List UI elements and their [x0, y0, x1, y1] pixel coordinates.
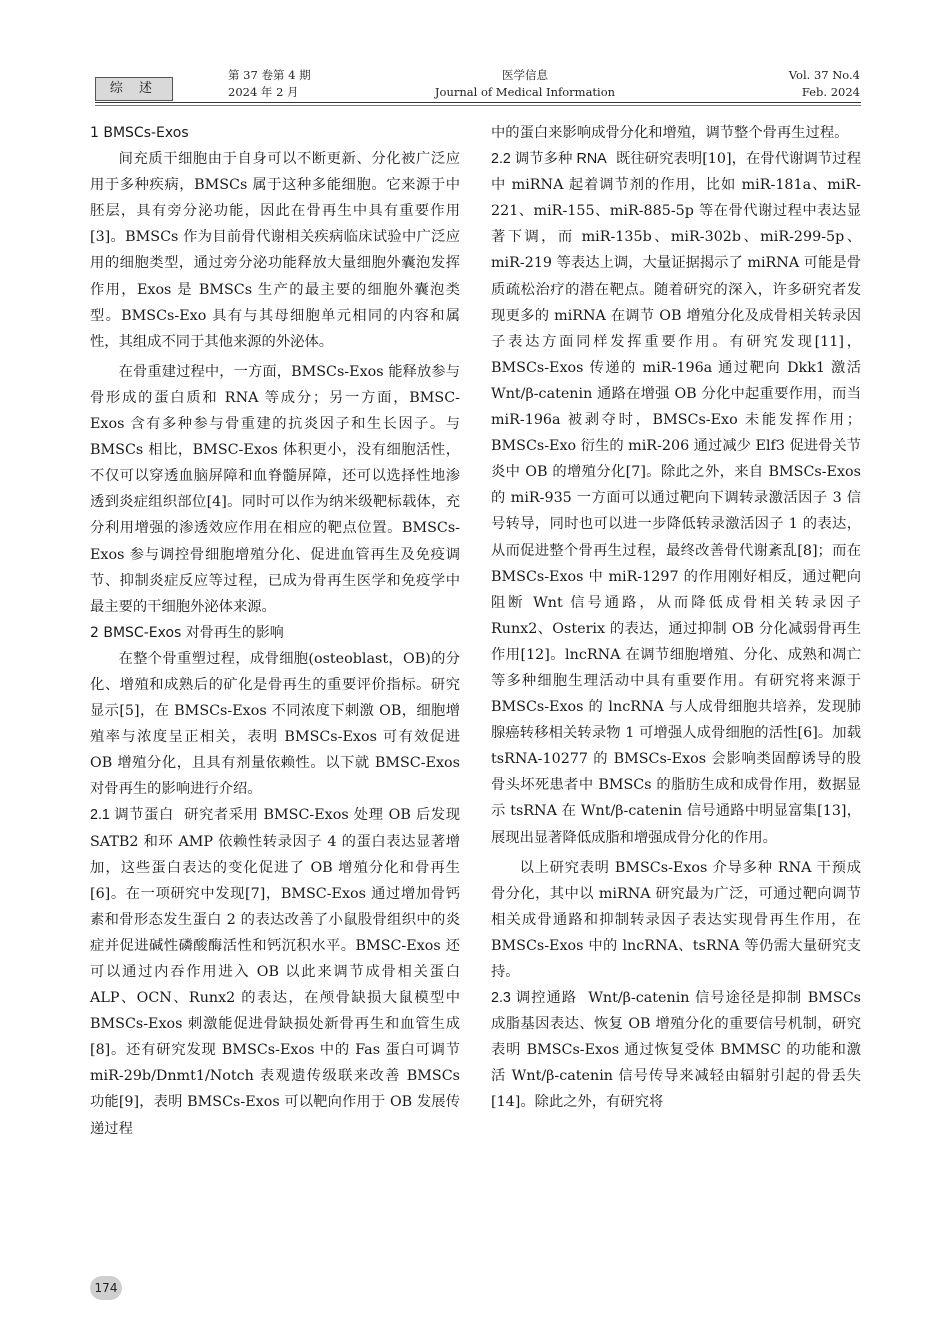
section-1-heading: 1 BMSCs-Exos [90, 125, 189, 141]
paragraph-continued: 中的蛋白来影响成骨分化和增殖，调节整个骨再生过程。 [491, 125, 849, 141]
subsection-text: 既往研究表明[10]，在骨代谢调节过程中 miRNA 起着调节剂的作用，比如 miR-181a、miR-221、miR-155、miR-885-5p 等在骨代谢过程中表达显著下调，而 miR-135b、miR-302b、miR-299-5p、miR-219 等表达上调，大量证据揭示了 miRNA 可能是骨质疏松治疗的潜在靶点。随着研究的深入，许多研究者发现更多的 miRNA 在调节 OB 增殖分化及成骨相关转录因子表达方面同样发挥重要作用。有研究发现[11]，BMSCs-Exos 传递的 miR-196a 通过靶向 Dkk1 激活 Wnt/β-catenin 通路在增强 OB 分化中起重要作用，而当 miR-196a 被剥夺时，BMSCs-Exo 未能发挥作用；BMSCs-Exo 衍生的 miR-206 通过减少 Elf3 促进骨关节炎中 OB 的增殖分化[7]。除此之外，来自 BMSCs-Exos 的 miR-935 一方面可以通过靶向下调转录激活因子 3 信号转导，同时也可以进一步降低转录激活因子 1 的表达，从而促进整个骨再生过程，最终改善骨代谢紊乱[8]；而在 BMSCs-Exos 中 miR-1297 的作用刚好相反，通过靶向阻断 Wnt 信号通路，从而降低成骨相关转录因子 Runx2、Osterix 的表达，通过抑制 OB 分化减弱骨再生作用[12]。lncRNA 在调节细胞增殖、分化、成熟和凋亡等多种细胞生理活动中具有重要作用。有研究将来源于 BMSCs-Exos 的 lncRNA 与人成骨细胞共培养，发现肺腺癌转移相关转录物 1 可增强人成骨细胞的活性[6]。加载 tsRNA-10277 的 BMSCs-Exos 会影响类固醇诱导的股骨头坏死患者中 BMSCs 的脂肪生成和成骨作用，数据显示 tsRNA 在 Wnt/β-catenin 信号通路中明显富集[13]，展现出显著降低成脂和增强成骨分化的作用。 [491, 151, 861, 846]
header-rule-thin [95, 105, 861, 106]
volume-en: Vol. 37 No.4 [788, 68, 860, 82]
journal-name [434, 67, 616, 101]
subsection-2-2 [491, 146, 861, 851]
subsection-label: 2.2 调节多种 RNA [491, 151, 607, 168]
date-cn: 2024 年 2 月 [228, 85, 299, 99]
subsection-text: Wnt/β-catenin 信号途径是抑制 BMSCs 成脂基因表达、恢复 OB 增殖分化的重要信号机制，研究表明 BMSCs-Exos 通过恢复受体 BMMSC 的功能和激活 Wnt/β-catenin 信号传导来减轻由辐射引起的骨丢失 [14]。除此之外，有研究将 [491, 990, 861, 1111]
subsection-label: 2.1 调节蛋白 [90, 807, 174, 824]
paragraph: 在骨重建过程中，一方面，BMSCs-Exos 能释放参与骨形成的蛋白质和 RNA 等成分；另一方面，BMSC-Exos 含有多种参与骨重建的抗炎因子和生长因子。与 BMSCs 相比，BMSC-Exos 体积更小，没有细胞活性，不仅可以穿透血脑屏障和血脊髓屏障，还可以选择性地渗透到炎症组织部位[4]。同时可以作为纳米级靶标载体，充分利用增强的渗透效应作用在相应的靶点位置。BMSCs-Exos 参与调控骨细胞增殖分化、促进血管再生及免疫调节、抑制炎症反应等过程，已成为骨再生医学和免疫学中最主要的干细胞外泌体来源。 [90, 363, 460, 615]
volume-cn: 第 37 卷第 4 期 [228, 68, 311, 82]
right-column [491, 120, 861, 1116]
date-en: Feb. 2024 [801, 85, 860, 99]
running-header [0, 0, 950, 106]
paragraph: 间充质干细胞由于自身可以不断更新、分化被广泛应用于多种疾病，BMSCs 属于这种多能细胞。它来源于中胚层，具有旁分泌功能，因此在骨再生中具有重要作用[3]。BMSCs 作为目前骨代谢相关疾病临床试验中广泛应用的细胞类型，通过旁分泌功能释放大量细胞外囊泡发挥作用，Exos 是 BMSCs 生产的最主要的细胞外囊泡类型。BMSCs-Exo 具有与其母细胞单元相同的内容和属性，其组成不同于其他来源的外泌体。 [90, 151, 460, 350]
subsection-2-3 [491, 985, 861, 1115]
issue-info-en [789, 67, 860, 101]
subsection-2-1 [90, 802, 460, 1141]
section-tag: 综 述 [95, 77, 173, 101]
page-number: 174 [90, 1276, 122, 1300]
section-2-heading: 2 BMSC-Exos 对骨再生的影响 [90, 624, 284, 641]
left-column [90, 120, 460, 1142]
header-rule [95, 102, 861, 103]
paragraph: 以上研究表明 BMSCs-Exos 介导多种 RNA 干预成骨分化，其中以 miRNA 研究最为广泛，可通过靶向调节相关成骨通路和抑制转录因子表达实现骨再生作用，在 BMSCs-Exos 中的 lncRNA、tsRNA 等仍需大量研究支持。 [491, 859, 861, 980]
issue-info-cn [228, 67, 311, 101]
subsection-label: 2.3 调控通路 [491, 990, 578, 1007]
journal-name-en: Journal of Medical Information [434, 85, 616, 99]
paragraph: 在整个骨重塑过程，成骨细胞(osteoblast，OB)的分化、增殖和成熟后的矿化是骨再生的重要评价指标。研究显示[5]，在 BMSCs-Exos 不同浓度下刺激 OB，细胞增殖率与浓度呈正相关，表明 BMSCs-Exos 可有效促进 OB 增殖分化，且具有剂量依赖性。以下就 BMSC-Exos 对骨再生的影响进行介绍。 [90, 650, 460, 798]
journal-name-cn: 医学信息 [502, 68, 548, 82]
subsection-text: 研究者采用 BMSC-Exos 处理 OB 后发现 SATB2 和环 AMP 依赖性转录因子 4 的蛋白表达显著增加，这些蛋白表达的变化促进了 OB 增殖分化和骨再生[6]。在一项研究中发现[7]，BMSC-Exos 通过增加骨钙素和骨形态发生蛋白 2 的表达改善了小鼠股骨组织中的炎症并促进碱性磷酸酶活性和钙沉积水平。BMSC-Exos 还可以通过内吞作用进入 OB 以此来调节成骨相关蛋白 ALP、OCN、Runx2 的表达，在颅骨缺损大鼠模型中 BMSCs-Exos 刺激能促进骨缺损处新骨再生和血管生成[8]。还有研究发现 BMSCs-Exos 中的 Fas 蛋白可调节 miR-29b/Dnmt1/Notch 表观遗传级联来改善 BMSCs 功能[9]，表明 BMSCs-Exos 可以靶向作用于 OB 发展传递过程 [90, 807, 460, 1137]
